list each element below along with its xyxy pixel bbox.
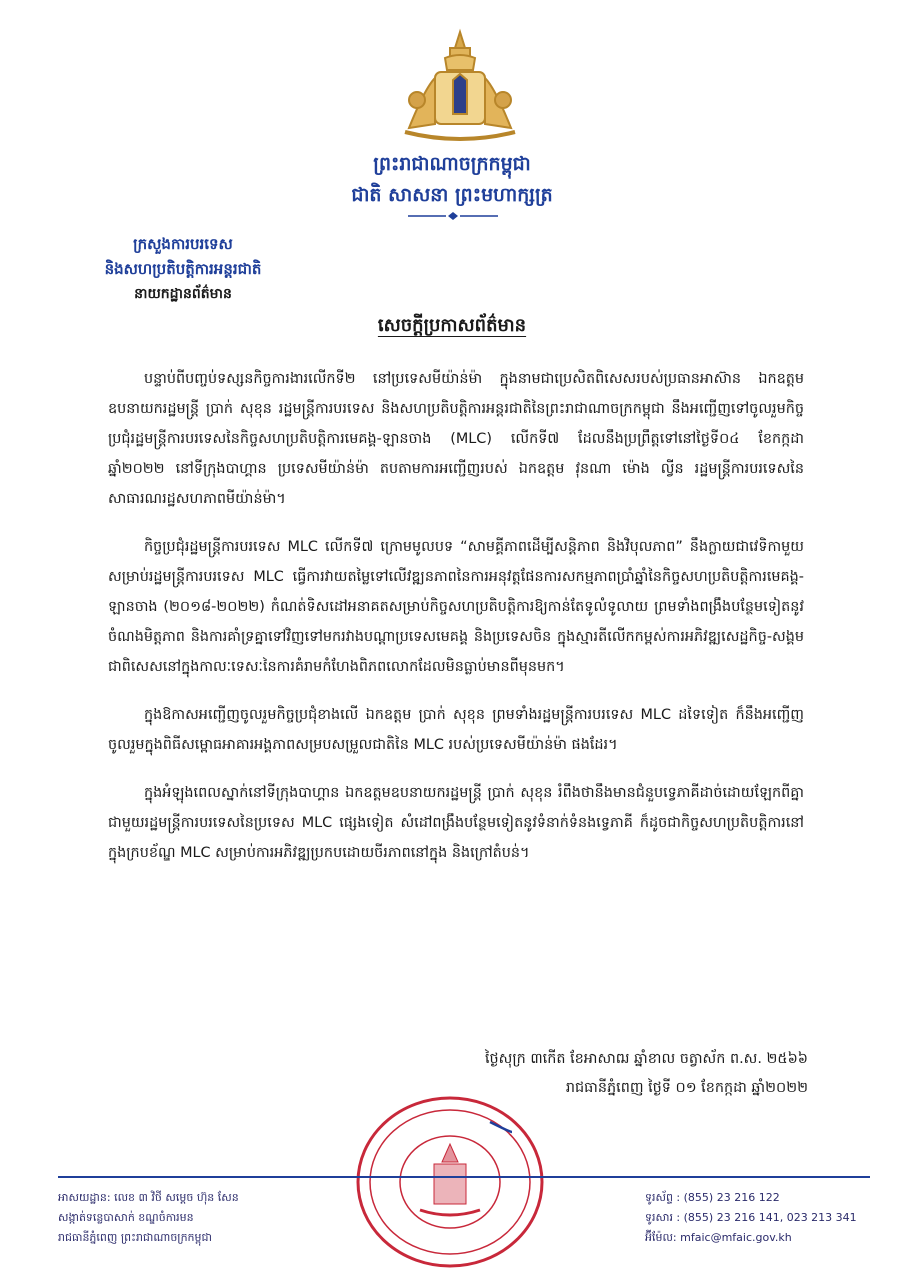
phone-label: ទូរស័ព្ទ : — [645, 1191, 681, 1204]
phone-number: (855) 23 216 122 — [683, 1191, 780, 1204]
email-row — [645, 1228, 857, 1248]
kingdom-name: ព្រះរាជាណាចក្រកម្ពុជា — [373, 153, 531, 175]
ministry-header — [58, 232, 308, 307]
fax-number: (855) 23 216 141, 023 213 341 — [683, 1211, 857, 1224]
body-paragraph: ក្នុងអំឡុងពេលស្នាក់នៅទីក្រុងបាហ្គាន ឯកឧត្តមឧបនាយករដ្ឋមន្ត្រី ប្រាក់ សុខុន រំពឹងថានឹងមានជំនួបទ្វេភាគីដាច់ដោយឡែកពីគ្នាជាមួយរដ្ឋមន្ត្រីការបរទេសនៃប្រទេស MLC ផ្សេងទៀត សំដៅពង្រឹងបន្ថែមទៀតនូវទំនាក់ទំនងទ្វេភាគី ក៏ដូចជាកិច្ចសហប្រតិបត្តិការនៅក្នុងក្របខ័ណ្ឌ MLC សម្រាប់ការអភិវឌ្ឍប្រកបដោយចីរភាពនៅក្នុង និងក្រៅតំបន់។ — [108, 785, 804, 861]
lunar-date: ថ្ងៃសុក្រ ៣កើត ខែអាសាឍ ឆ្នាំខាល ចត្វាស័ក ព.ស. ២៥៦៦ — [484, 1051, 808, 1067]
footer-contact — [645, 1188, 857, 1248]
email-address[interactable]: mfaic@mfaic.gov.kh — [680, 1231, 792, 1244]
official-seal-stamp — [350, 1092, 550, 1272]
phone-row — [645, 1188, 857, 1208]
ministry-name-line2: និងសហប្រតិបត្តិការអន្តរជាតិ — [104, 260, 262, 278]
body-paragraph: កិច្ចប្រជុំរដ្ឋមន្ត្រីការបរទេស MLC លើកទី៧ ក្រោមមូលបទ “សាមគ្គីភាពដើម្បីសន្តិភាព និងវិបុលភាព” នឹងក្លាយជាវេទិកាមួយសម្រាប់រដ្ឋមន្ត្រីការបរទេស MLC ធ្វើការវាយតម្លៃទៅលើវឌ្ឍនភាពនៃការអនុវត្តផែនការសកម្មភាពប្រាំឆ្នាំនៃកិច្ចសហប្រតិបត្តិការមេគង្គ-ឡានចាង (២០១៨-២០២២) កំណត់ទិសដៅអនាគតសម្រាប់កិច្ចសហប្រតិបត្តិការឱ្យកាន់តែទូលំទូលាយ ព្រមទាំងពង្រឹងបន្ថែមទៀតនូវចំណងមិត្តភាព និងការគាំទ្រគ្នាទៅវិញទៅមករវាងបណ្តាប្រទេសមេគង្គ និងប្រទេសចិន ក្នុងស្មារតីលើកកម្ពស់ការអភិវឌ្ឍសេដ្ឋកិច្ច-សង្គម ជាពិសេសនៅក្នុងកាលៈទេសៈនៃការគំរាមកំហែងពិភពលោកដែលមិនធ្លាប់មានពីមុនមក។ — [108, 539, 804, 675]
email-label: អ៊ីម៉ែល: — [645, 1231, 677, 1244]
body-paragraph: បន្ទាប់ពីបញ្ចប់ទស្សនកិច្ចការងារលើកទី២ នៅប្រទេសមីយ៉ាន់ម៉ា ក្នុងនាមជាប្រេសិតពិសេសរបស់ប្រធានអាស៊ាន ឯកឧត្តមឧបនាយករដ្ឋមន្ត្រី ប្រាក់ សុខុន រដ្ឋមន្ត្រីការបរទេស និងសហប្រតិបត្តិការអន្តរជាតិនៃព្រះរាជាណាចក្រកម្ពុជា នឹងអញ្ជើញទៅចូលរួមកិច្ចប្រជុំរដ្ឋមន្ត្រីការបរទេសនៃកិច្ចសហប្រតិបត្តិការមេគង្គ-ឡានចាង (MLC) លើកទី៧ ដែលនឹងប្រព្រឹត្តទៅនៅថ្ងៃទី០៤ ខែកក្កដា ឆ្នាំ២០២២ នៅទីក្រុងបាហ្គាន ប្រទេសមីយ៉ាន់ម៉ា តបតាមការអញ្ជើញរបស់ ឯកឧត្តម វុនណា ម៉ោង ល្វីន រដ្ឋមន្ត្រីការបរទេសនៃសាធារណរដ្ឋសហភាពមីយ៉ាន់ម៉ា។ — [108, 371, 804, 507]
address-line: សង្កាត់ទន្លេបាសាក់ ខណ្ឌចំការមន — [58, 1211, 194, 1224]
fax-row — [645, 1208, 857, 1228]
address-line: រាជធានីភ្នំពេញ ព្រះរាជាណាចក្រកម្ពុជា — [58, 1231, 212, 1244]
ministry-name-line1: ក្រសួងការបរទេស — [133, 235, 233, 253]
document-body — [108, 364, 804, 886]
solar-date: រាជធានីភ្នំពេញ ថ្ងៃទី ០១ ខែកក្កដា ឆ្នាំ២០២២ — [565, 1080, 808, 1096]
footer-address — [58, 1188, 239, 1248]
royal-coat-of-arms-emblem — [395, 28, 525, 148]
body-paragraph: ក្នុងឱកាសអញ្ជើញចូលរួមកិច្ចប្រជុំខាងលើ ឯកឧត្តម ប្រាក់ សុខុន ព្រមទាំងរដ្ឋមន្ត្រីការបរទេស MLC ដទៃទៀត ក៏នឹងអញ្ជើញចូលរួមក្នុងពិធីសម្ពោធអាគារអង្គភាពសម្របសម្រួលជាតិនៃ MLC របស់ប្រទេសមីយ៉ាន់ម៉ា ផងដែរ។ — [108, 707, 804, 753]
department-name: នាយកដ្ឋានព័ត៌មាន — [134, 286, 232, 302]
footer-divider — [58, 1176, 870, 1178]
address-line: អាសយដ្ឋាន: លេខ ៣ វិថី សម្តេច ហ៊ុន សែន — [58, 1191, 239, 1204]
national-motto: ជាតិ សាសនា ព្រះមហាក្សត្រ — [351, 184, 553, 206]
document-title: សេចក្តីប្រកាសព័ត៌មាន — [377, 315, 527, 336]
fax-label: ទូរសារ : — [645, 1211, 681, 1224]
ornament-divider — [408, 212, 498, 220]
